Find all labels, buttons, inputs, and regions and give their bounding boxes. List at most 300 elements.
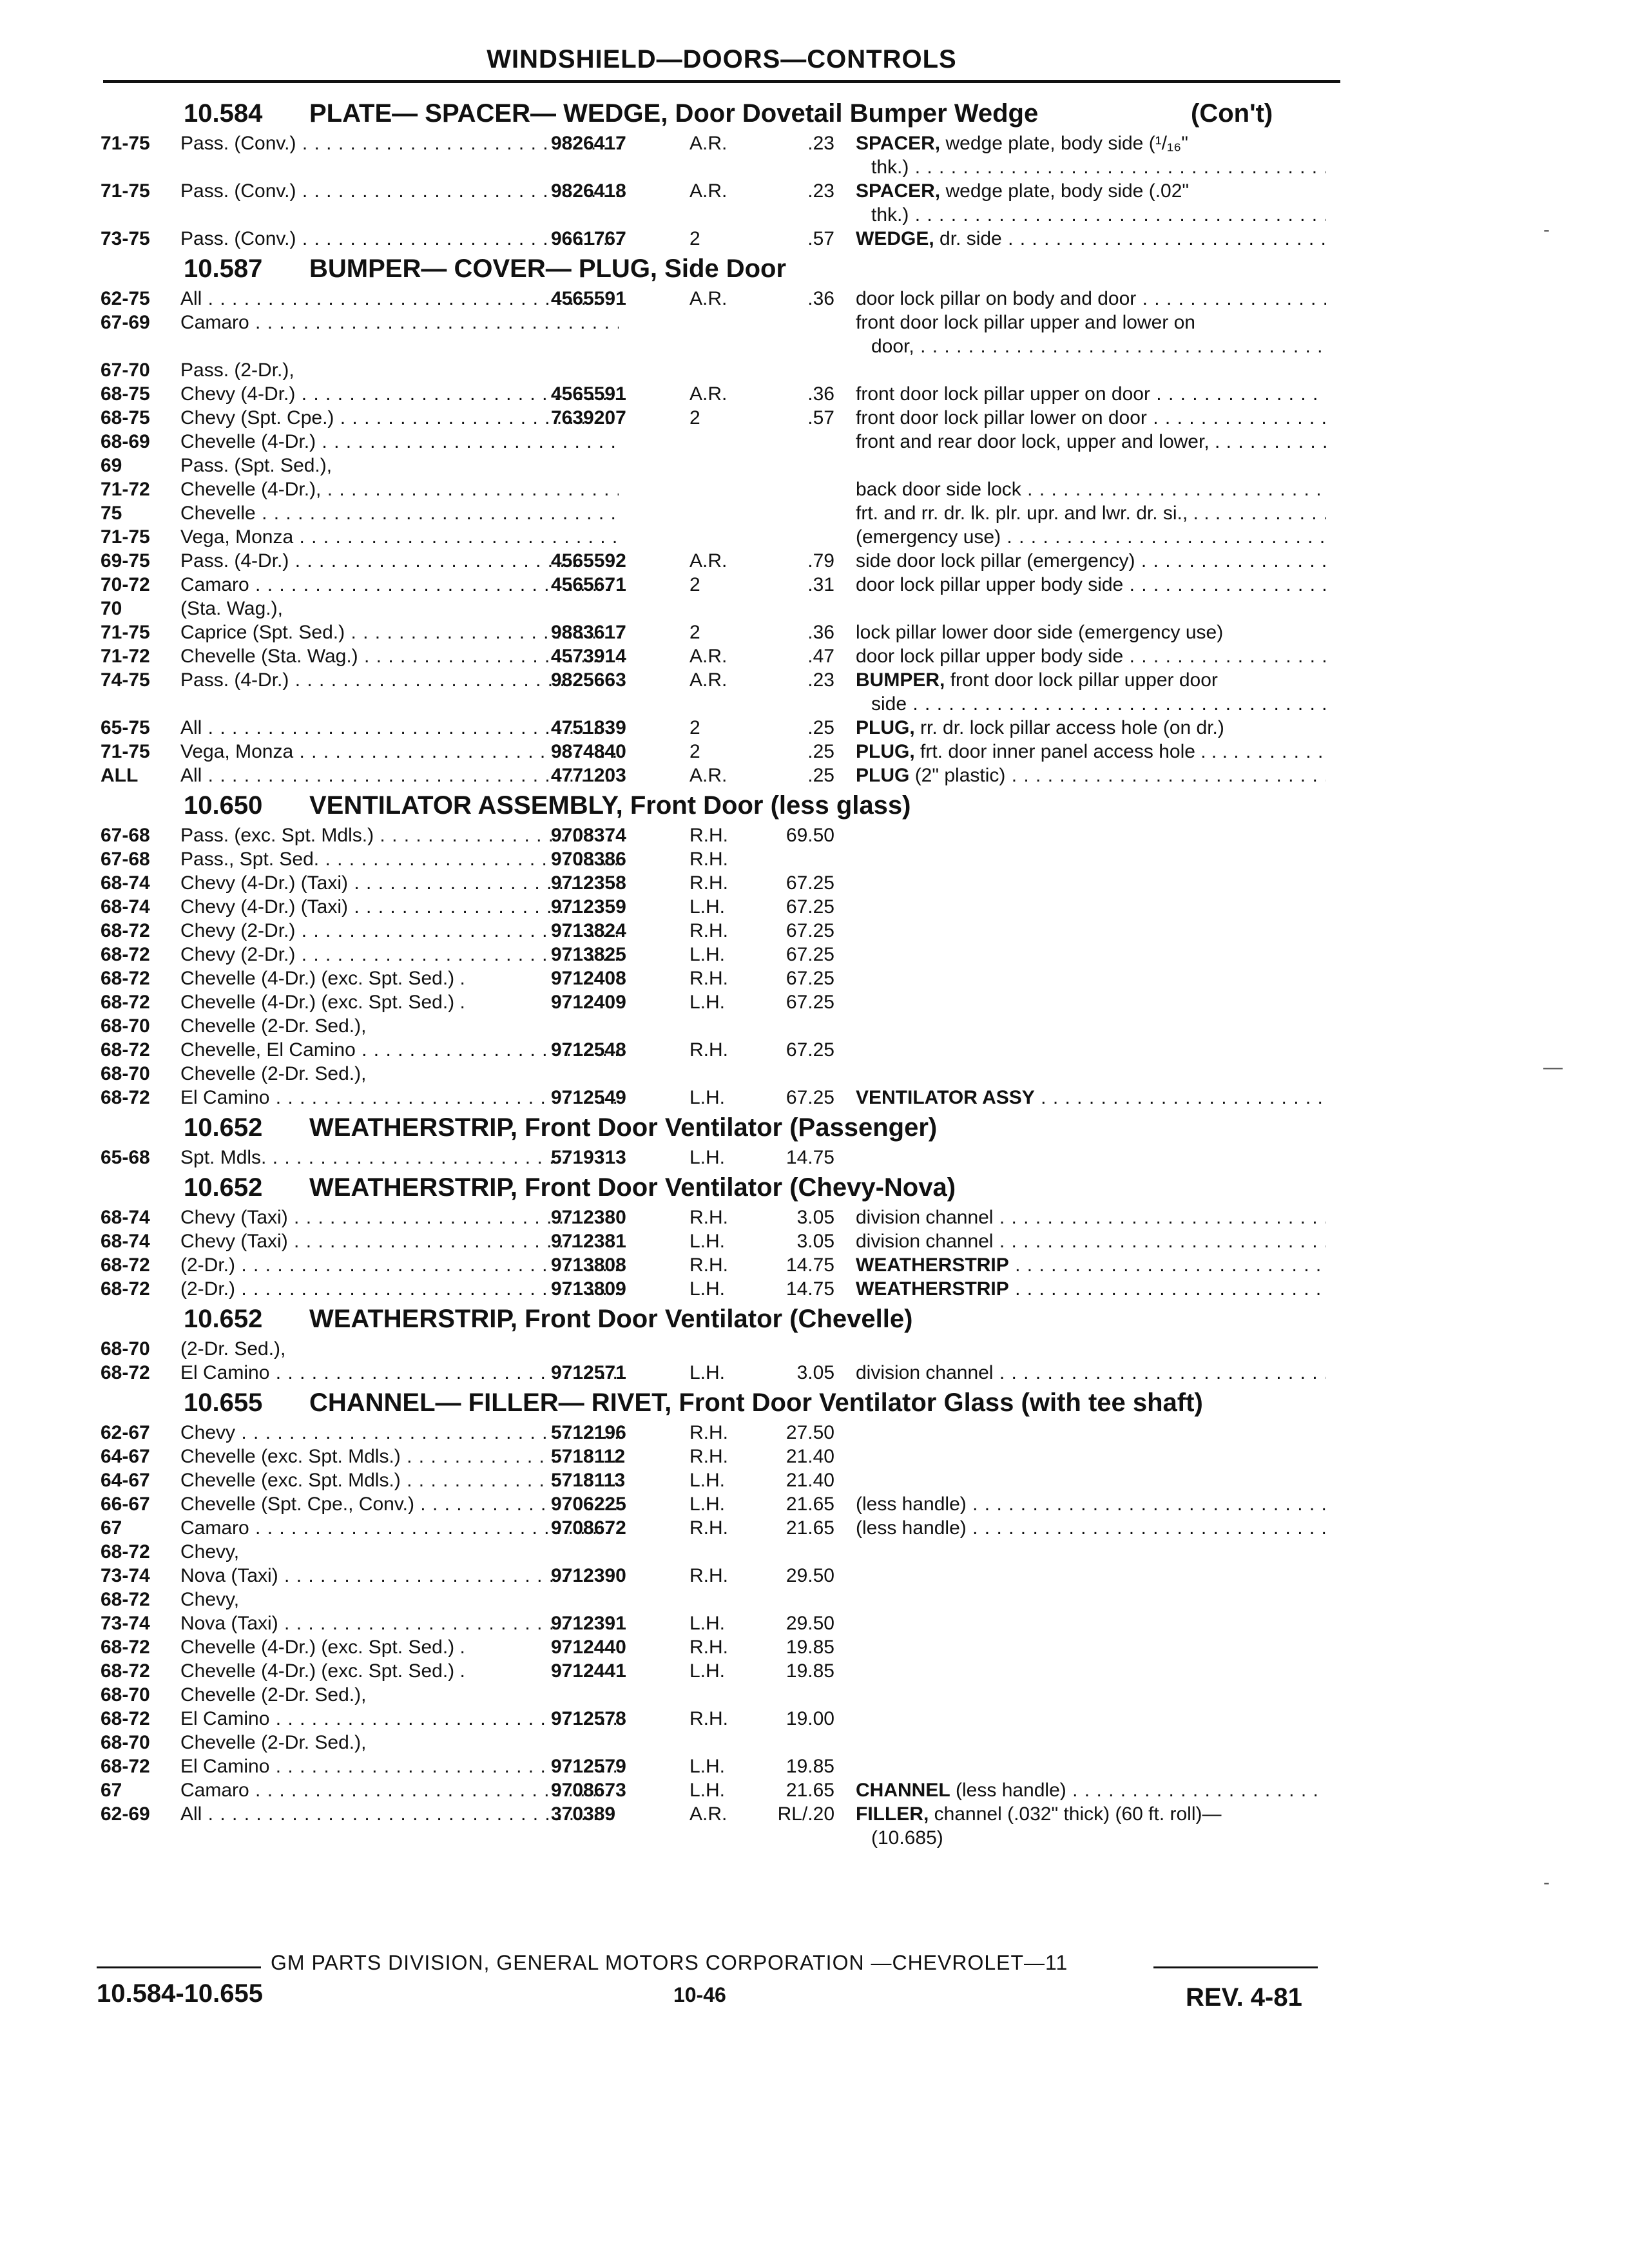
section-title [97,251,1340,287]
description-text: division channel . . . [856,1231,1326,1252]
page-title: WINDSHIELD—DOORS—CONTROLS [487,45,957,73]
quantity: R.H. [689,849,728,870]
description-line [856,644,1326,668]
part-row [97,227,1340,251]
part-row [97,525,1340,549]
price: .36 [807,288,834,309]
quantity: L.H. [689,1756,726,1777]
price: .23 [807,669,834,691]
part-number: 9883617 [551,622,626,643]
model-years: 68-70 [101,1063,150,1084]
part-description [856,1492,1326,1516]
part-row [97,1146,1340,1169]
description-line [856,430,1326,454]
price: 67.25 [786,896,834,918]
part-row [97,1086,1340,1110]
part-row [97,358,1340,382]
model-years: 62-69 [101,1803,150,1825]
description-text: (less handle) . . . [956,1780,1326,1801]
part-description [856,477,1326,501]
model-years: 68-72 [101,992,150,1013]
part-row [97,1038,1340,1062]
description-text [1009,1278,1326,1300]
quantity: A.R. [689,1803,728,1825]
section-name: BUMPER— COVER— PLUG, Side Door [309,255,787,283]
description-line [856,334,1326,358]
quantity: L.H. [689,896,726,918]
price: 67.25 [786,968,834,989]
part-row [97,1253,1340,1277]
part-description [856,764,1326,787]
price: 67.25 [786,872,834,894]
price: .57 [807,228,834,249]
part-row [97,1564,1340,1588]
description-text: thk.) . . . [871,204,1326,226]
model-years: 68-74 [101,1231,150,1252]
part-description [856,644,1326,668]
section-title [97,1385,1340,1421]
model-years: 71-75 [101,741,150,762]
part-description [856,501,1326,525]
model-years: 68-74 [101,896,150,918]
price: 67.25 [786,1039,834,1061]
description-text: door, . . . [871,336,1326,357]
part-row [97,668,1340,716]
part-description [856,620,1326,644]
header-rule [103,80,1340,83]
description-text: rr. dr. lock pillar access hole (on dr.) [920,717,1224,738]
part-number: 9712578 [551,1708,626,1729]
quantity: L.H. [689,1147,726,1168]
part-number: 9712358 [551,872,626,894]
description-line [856,1778,1326,1802]
model-years: 68-75 [101,407,150,428]
vehicle-model: Chevelle (exc. Spt. Mdls.) . . . [180,1468,619,1492]
part-row [97,1707,1340,1731]
price: 21.40 [786,1446,834,1467]
vehicle-model: Chevelle (2-Dr. Sed.), [180,1063,367,1084]
part-row [97,1659,1340,1683]
part-row [97,382,1340,406]
part-row [97,764,1340,787]
description-line [856,131,1326,155]
vehicle-model: Chevy (2-Dr.) . . . [180,943,619,966]
part-number: 9712359 [551,896,626,918]
part-row [97,620,1340,644]
description-keyword: WEATHERSTRIP [856,1254,1009,1276]
vehicle-model: (2-Dr.) . . . [180,1253,619,1277]
part-number: 9706225 [551,1494,626,1515]
part-row [97,597,1340,620]
description-line [856,692,1326,716]
description-text: door lock pillar upper body side . . . [856,646,1326,667]
part-description [856,1516,1326,1540]
part-number: 9712409 [551,992,626,1013]
quantity: L.H. [689,1087,726,1108]
quantity: L.H. [689,1231,726,1252]
vehicle-model: Nova (Taxi) . . . [180,1611,619,1635]
vehicle-model: Vega, Monza . . . [180,525,619,549]
part-description [856,549,1326,573]
model-years: 67-69 [101,312,150,333]
description-text: thk.) . . . [871,157,1326,178]
quantity: L.H. [689,992,726,1013]
section-number: 10.652 [184,1113,263,1142]
vehicle-model: Nova (Taxi) . . . [180,1564,619,1588]
part-number: 9712571 [551,1362,626,1383]
part-description [856,287,1326,311]
price: .36 [807,622,834,643]
model-years: 68-72 [101,968,150,989]
part-row [97,430,1340,454]
vehicle-model: (2-Dr.) . . . [180,1277,619,1301]
part-number: 4771203 [551,765,626,786]
model-years: 64-67 [101,1470,150,1491]
description-text: dr. side . . . [940,228,1326,249]
part-row [97,287,1340,311]
model-years: 68-72 [101,1660,150,1682]
description-line [856,287,1326,311]
price: 67.25 [786,944,834,965]
model-years: 62-75 [101,288,150,309]
quantity: L.H. [689,1494,726,1515]
description-keyword: CHANNEL [856,1780,950,1801]
part-number: 9826417 [551,133,626,154]
vehicle-model: Chevy (2-Dr.) . . . [180,919,619,943]
part-number: 7639207 [551,407,626,428]
margin-mark: - [1543,1872,1550,1893]
price: .25 [807,741,834,762]
description-text: frt. and rr. dr. lk. plr. upr. and lwr. dr. si., . . . . . [856,503,1326,524]
description-keyword: SPACER, [856,133,941,154]
section-number: 10.587 [184,255,263,283]
part-number: 9712381 [551,1231,626,1252]
part-number: 9713825 [551,944,626,965]
quantity: 2 [689,407,700,428]
description-keyword: WEATHERSTRIP [856,1278,1009,1300]
description-text: division channel . . . [856,1362,1326,1383]
model-years: 68-72 [101,1254,150,1276]
margin-mark: — [1543,1057,1563,1078]
description-text: front door lock pillar upper and lower on [856,312,1195,333]
part-row [97,311,1340,358]
description-text: (less handle) . . . [856,1517,1326,1539]
model-years: 68-75 [101,383,150,405]
section-title [97,1301,1340,1337]
vehicle-model: El Camino . . . [180,1086,619,1110]
part-row [97,131,1340,179]
quantity: A.R. [689,180,728,202]
model-years: 71-72 [101,646,150,667]
part-row [97,1492,1340,1516]
price: .47 [807,646,834,667]
part-description [856,179,1326,227]
model-years: 68-72 [101,1087,150,1108]
model-years: 70-72 [101,574,150,595]
quantity: R.H. [689,1254,728,1276]
vehicle-model: (Sta. Wag.), [180,598,283,619]
model-years: 62-67 [101,1422,150,1443]
part-description [856,311,1326,358]
part-row [97,1445,1340,1468]
vehicle-model: Chevy, [180,1541,240,1562]
part-row [97,943,1340,966]
quantity: L.H. [689,1278,726,1300]
part-row [97,549,1340,573]
part-row [97,823,1340,847]
section-name: CHANNEL— FILLER— RIVET, Front Door Ventilator Glass (with tee shaft) [309,1389,1203,1417]
vehicle-model: Chevelle (4-Dr.) (exc. Spt. Sed.) . [180,968,465,989]
quantity: 2 [689,622,700,643]
model-years: 68-70 [101,1684,150,1706]
footer-section-range: 10.584-10.655 [97,1979,264,2008]
section-name: PLATE— SPACER— WEDGE, Door Dovetail Bumper Wedge [309,99,1039,128]
model-years: 68-70 [101,1732,150,1753]
quantity: R.H. [689,825,728,846]
model-years: 68-72 [101,944,150,965]
part-number: 9825663 [551,669,626,691]
vehicle-model: Pass., Spt. Sed. . . . [180,847,619,871]
vehicle-model: All . . . [180,716,619,740]
price: 27.50 [786,1422,834,1443]
description-text: front door lock pillar lower on door . . . [856,407,1326,428]
part-row [97,1229,1340,1253]
model-years: 65-68 [101,1147,150,1168]
model-years: 71-72 [101,479,150,500]
section-number: 10.652 [184,1173,263,1202]
part-row [97,1421,1340,1445]
model-years: 75 [101,503,122,524]
vehicle-model: Caprice (Spt. Sed.) . . . [180,620,619,644]
part-row [97,1468,1340,1492]
part-row [97,871,1340,895]
description-line [856,155,1326,179]
model-years: 65-75 [101,717,150,738]
vehicle-model: Camaro . . . [180,1778,619,1802]
model-years: 73-74 [101,1613,150,1634]
quantity: R.H. [689,872,728,894]
part-description [856,1802,1326,1850]
part-description [856,525,1326,549]
part-row [97,1588,1340,1611]
price: RL/.20 [777,1803,834,1825]
price: 67.25 [786,1087,834,1108]
description-keyword: SPACER, [856,180,941,202]
part-row [97,1635,1340,1659]
part-description [856,430,1326,454]
description-keyword: BUMPER, [856,669,945,691]
vehicle-model: Pass. (4-Dr.) . . . [180,668,619,692]
part-row [97,1731,1340,1754]
vehicle-model: Chevelle, El Camino . . . [180,1038,619,1062]
price: 21.65 [786,1780,834,1801]
part-description [856,1253,1326,1277]
model-years: 68-72 [101,920,150,941]
vehicle-model: Chevelle (4-Dr.) (exc. Spt. Sed.) . [180,1637,465,1658]
section-title [97,787,1340,823]
description-line [856,1826,1326,1850]
part-description [856,382,1326,406]
part-row [97,847,1340,871]
model-years: 71-75 [101,133,150,154]
description-line [856,740,1326,764]
part-description [856,1086,1326,1110]
description-line [856,1206,1326,1229]
part-number: 4565671 [551,574,626,595]
description-line [856,382,1326,406]
price: 19.85 [786,1660,834,1682]
description-text: frt. door inner panel access hole . . . . . . [920,741,1326,762]
vehicle-model: Chevelle (4-Dr.) . . . [180,430,619,454]
part-number: 4751839 [551,717,626,738]
part-number: 9712380 [551,1207,626,1228]
quantity: L.H. [689,1613,726,1634]
part-description [856,1277,1326,1301]
price: .25 [807,717,834,738]
price: 21.40 [786,1470,834,1491]
section-name: WEATHERSTRIP, Front Door Ventilator (Chevelle) [309,1305,913,1333]
part-row [97,406,1340,430]
part-number: 9708673 [551,1780,626,1801]
vehicle-model: Chevelle (2-Dr. Sed.), [180,1015,367,1037]
quantity: 2 [689,228,700,249]
vehicle-model: Pass. (Conv.) . . . [180,179,619,203]
price: 29.50 [786,1613,834,1634]
description-line [856,1086,1326,1110]
model-years: ALL [101,765,139,786]
model-years: 71-75 [101,526,150,548]
vehicle-model: El Camino . . . [180,1707,619,1731]
vehicle-model: Chevelle (4-Dr.), . . . [180,477,619,501]
quantity: A.R. [689,550,728,572]
price: 19.85 [786,1637,834,1658]
model-years: 74-75 [101,669,150,691]
vehicle-model: Vega, Monza . . . [180,740,619,764]
quantity: R.H. [689,1207,728,1228]
part-number: 4565591 [551,288,626,309]
vehicle-model: Camaro . . . [180,1516,619,1540]
part-row [97,1206,1340,1229]
price: .23 [807,133,834,154]
part-number: 9713809 [551,1278,626,1300]
quantity: 2 [689,574,700,595]
vehicle-model: El Camino . . . [180,1754,619,1778]
part-row [97,716,1340,740]
price: .36 [807,383,834,405]
description-line [856,668,1326,692]
model-years: 68-72 [101,1278,150,1300]
model-years: 73-75 [101,228,150,249]
description-line [856,203,1326,227]
quantity: R.H. [689,1517,728,1539]
description-line [856,406,1326,430]
vehicle-model: All . . . [180,764,619,787]
model-years: 70 [101,598,122,619]
model-years: 67 [101,1780,122,1801]
part-number: 9708374 [551,825,626,846]
part-number: 9712579 [551,1756,626,1777]
price: 29.50 [786,1565,834,1586]
section-title [97,95,1340,131]
part-row [97,573,1340,597]
quantity: L.H. [689,1362,726,1383]
vehicle-model: Chevelle (4-Dr.) (exc. Spt. Sed.) . [180,1660,465,1682]
vehicle-model: Chevy . . . [180,1421,619,1445]
section-name: WEATHERSTRIP, Front Door Ventilator (Passenger) [309,1113,938,1142]
part-row [97,477,1340,501]
quantity: A.R. [689,383,728,405]
description-line [856,227,1326,251]
part-row [97,501,1340,525]
vehicle-model: Chevy, [180,1589,240,1610]
footer-rule [1153,1966,1318,1968]
model-years: 68-74 [101,872,150,894]
description-line [856,764,1326,787]
description-text [1009,1254,1326,1276]
part-number: 5718112 [551,1446,626,1467]
description-text: wedge plate, body side (.02" [945,180,1190,202]
description-text: wedge plate, body side (¹/₁₆" [945,133,1188,154]
part-number: 9712440 [551,1637,626,1658]
section-number: 10.584 [184,99,263,128]
model-years: 68-69 [101,431,150,452]
description-text: front door lock pillar upper on door . . . [856,383,1326,405]
description-text: side . . . [871,693,1326,715]
description-text: door lock pillar on body and door . . . [856,288,1326,309]
part-row [97,1014,1340,1038]
price: 14.75 [786,1278,834,1300]
vehicle-model: Chevy (4-Dr.) (Taxi) . . . [180,871,619,895]
description-line [856,620,1326,644]
part-row [97,179,1340,227]
part-number: 9713824 [551,920,626,941]
vehicle-model: Pass. (exc. Spt. Mdls.) . . . [180,823,619,847]
description-line [856,1277,1326,1301]
description-line [856,1516,1326,1540]
part-row [97,1277,1340,1301]
price: 3.05 [796,1231,834,1252]
part-number: 9712548 [551,1039,626,1061]
part-row [97,1337,1340,1361]
description-line [856,573,1326,597]
description-text: (emergency use) . . . [856,526,1326,548]
part-row [97,1516,1340,1540]
quantity: A.R. [689,288,728,309]
part-number: 370389 [551,1803,616,1825]
quantity: A.R. [689,669,728,691]
description-line [856,1361,1326,1385]
part-number: 9712441 [551,1660,626,1682]
part-row [97,1361,1340,1385]
quantity: R.H. [689,1039,728,1061]
quantity: L.H. [689,1660,726,1682]
price: .23 [807,180,834,202]
description-line [856,1802,1326,1826]
vehicle-model: Chevelle (2-Dr. Sed.), [180,1732,367,1753]
part-row [97,966,1340,990]
description-text: side door lock pillar (emergency) . . . [856,550,1326,572]
model-years: 69 [101,455,122,476]
part-number: 9712408 [551,968,626,989]
quantity: A.R. [689,133,728,154]
description-text [1035,1087,1326,1108]
quantity: R.H. [689,1637,728,1658]
vehicle-model: Pass. (Spt. Sed.), [180,455,333,476]
parts-catalog-body [97,95,1340,1850]
model-years: 68-72 [101,1541,150,1562]
model-years: 68-70 [101,1338,150,1360]
model-years: 69-75 [101,550,150,572]
